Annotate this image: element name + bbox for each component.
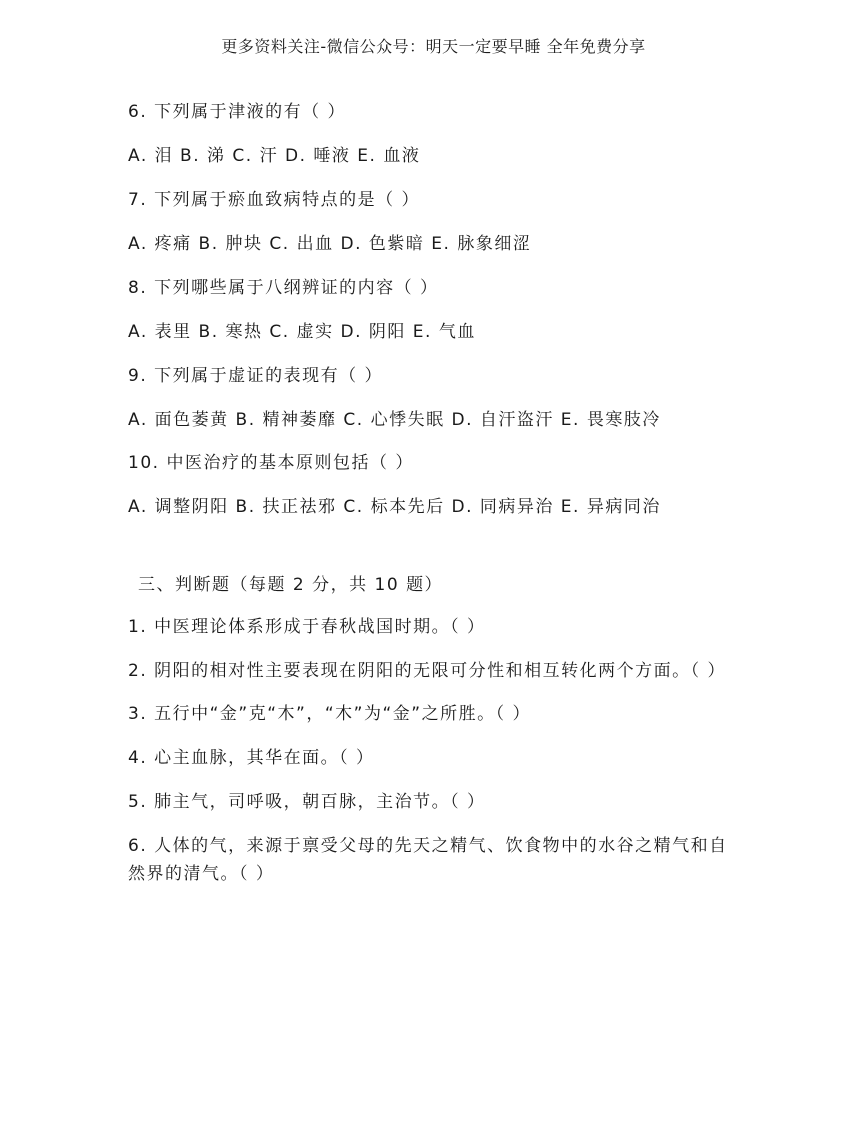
page-content (128, 98, 740, 903)
mc-question-10 (128, 449, 740, 521)
question-options: A. 疼痛 B. 肿块 C. 出血 D. 色紫暗 E. 脉象细涩 (128, 234, 532, 254)
question-options: A. 表里 B. 寒热 C. 虚实 D. 阴阳 E. 气血 (128, 322, 476, 342)
question-text: 8. 下列哪些属于八纲辨证的内容（ ） (128, 278, 439, 298)
tf-item-4: 4. 心主血脉，其华在面。（ ） (128, 748, 375, 768)
tf-item-6: 6. 人体的气，来源于禀受父母的先天之精气、饮食物中的水谷之精气和自然界的清气。（ ） (128, 836, 728, 884)
question-options: A. 面色萎黄 B. 精神萎靡 C. 心悸失眠 D. 自汗盗汗 E. 畏寒肢冷 (128, 410, 661, 430)
section-title-true-false: 三、判断题（每题 2 分，共 10 题） (138, 575, 444, 595)
question-text: 6. 下列属于津液的有（ ） (128, 102, 347, 122)
question-text: 7. 下列属于瘀血致病特点的是（ ） (128, 190, 421, 210)
question-options: A. 调整阴阳 B. 扶正祛邪 C. 标本先后 D. 同病异治 E. 异病同治 (128, 497, 661, 517)
page-header: 更多资料关注-微信公众号：明天一定要早睡 全年免费分享 (221, 37, 646, 56)
question-options: A. 泪 B. 涕 C. 汗 D. 唾液 E. 血液 (128, 146, 421, 166)
question-text: 10. 中医治疗的基本原则包括（ ） (128, 453, 414, 473)
tf-item-5: 5. 肺主气，司呼吸，朝百脉，主治节。（ ） (128, 792, 486, 812)
mc-question-9 (128, 362, 740, 434)
mc-question-8 (128, 274, 740, 346)
mc-question-7 (128, 186, 740, 258)
mc-question-6 (128, 98, 740, 170)
question-text: 9. 下列属于虚证的表现有（ ） (128, 366, 384, 386)
tf-item-3: 3. 五行中“金”克“木”，“木”为“金”之所胜。（ ） (128, 704, 531, 724)
tf-item-2: 2. 阴阳的相对性主要表现在阴阳的无限可分性和相互转化两个方面。（ ） (128, 661, 727, 681)
tf-item-1: 1. 中医理论体系形成于春秋战国时期。（ ） (128, 617, 486, 637)
